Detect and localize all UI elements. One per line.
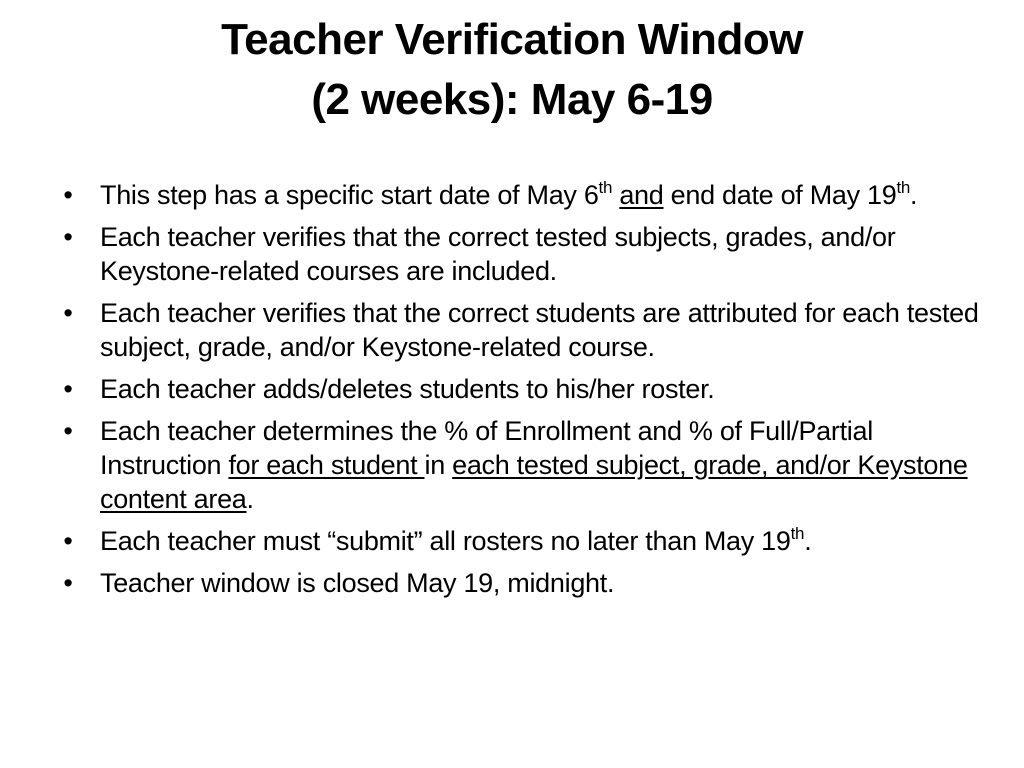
bullet-dot-icon: • [63, 416, 73, 446]
superscript: th [896, 178, 911, 197]
bullet-item-start-end-date [58, 178, 988, 212]
bullet-dot-icon: • [63, 180, 73, 210]
bullet-item-roster [58, 372, 988, 406]
bullet-item-enrollment [58, 414, 988, 516]
bullet-item-window-closed [58, 566, 988, 600]
title-line-2: (2 weeks): May 6-19 [311, 75, 713, 124]
bullet-item-subjects [58, 220, 988, 288]
bullet-text: . [804, 526, 812, 556]
bullet-text: end date of May 19 [663, 180, 897, 210]
bullet-dot-icon: • [63, 298, 73, 328]
bullet-text: . [910, 180, 918, 210]
underlined-text: and [619, 180, 664, 210]
bullet-list [58, 178, 988, 608]
bullet-item-students [58, 296, 988, 364]
bullet-dot-icon: • [63, 374, 73, 404]
title-line-1: Teacher Verification Window [221, 15, 803, 64]
superscript: th [598, 178, 613, 197]
bullet-item-submit [58, 524, 988, 558]
bullet-text: Each teacher adds/deletes students to his/her roster. [100, 374, 715, 404]
bullet-text: Teacher window is closed May 19, midnight. [100, 568, 615, 598]
underlined-text: each tested subject, grade, and/or Keystone content area [100, 450, 968, 514]
bullet-dot-icon: • [63, 568, 73, 598]
bullet-text: This step has a specific start date of May 6 [100, 180, 599, 210]
bullet-text: Each teacher verifies that the correct tested subjects, grades, and/or Keystone-related courses are included. [100, 222, 896, 286]
underlined-text: for each student [228, 450, 425, 480]
bullet-text: in [424, 450, 453, 480]
slide-title [40, 10, 984, 130]
bullet-text: Each teacher verifies that the correct students are attributed for each tested subject, grade, and/or Keystone-related course. [100, 298, 979, 362]
superscript: th [790, 524, 805, 543]
bullet-text: Each teacher determines the % of Enrollment and % of Full/Partial Instruction [100, 416, 873, 480]
bullet-text: Each teacher must “submit” all rosters no later than May 19 [100, 526, 791, 556]
bullet-text: . [246, 484, 254, 514]
bullet-dot-icon: • [63, 526, 73, 556]
bullet-dot-icon: • [63, 222, 73, 252]
